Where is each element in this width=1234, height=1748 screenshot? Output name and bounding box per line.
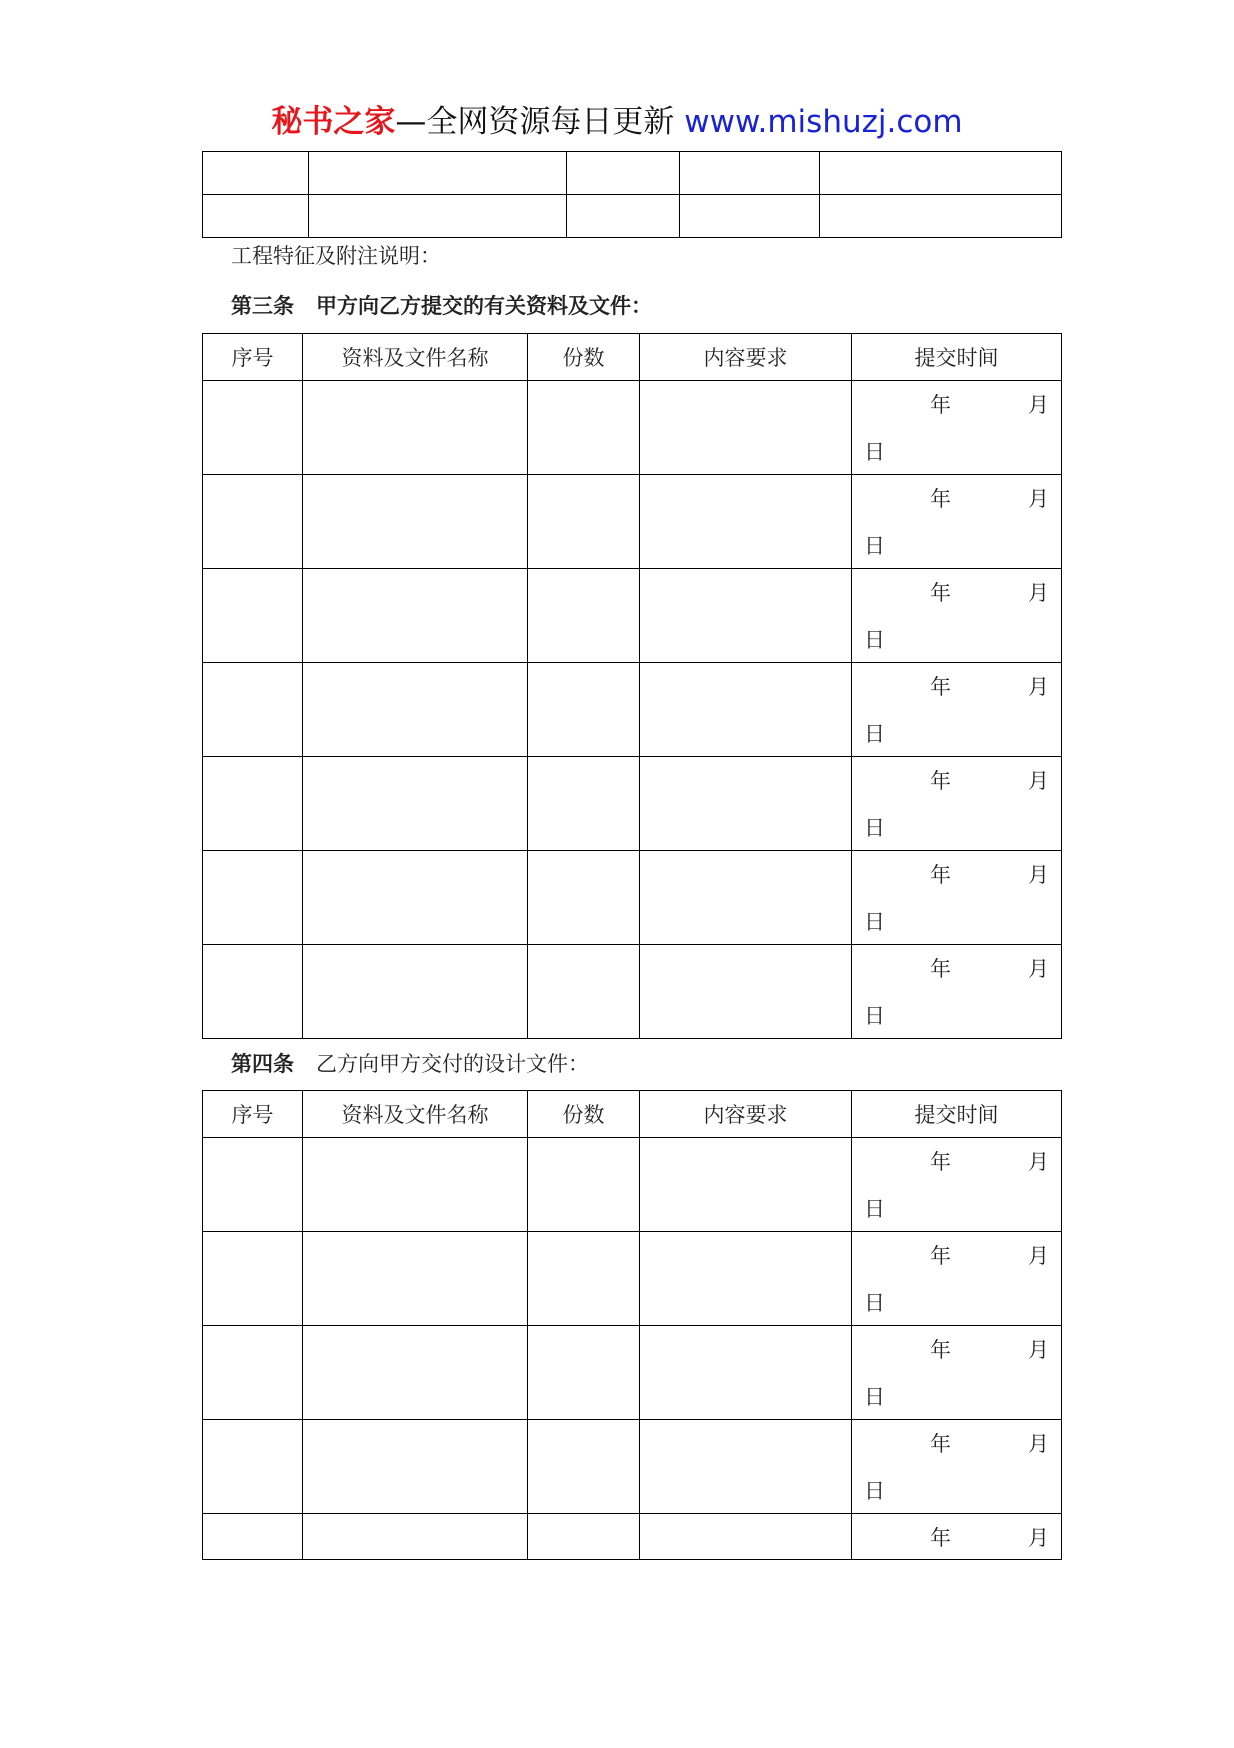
date-cell: 年 月 日 xyxy=(864,863,1049,934)
section4-title: 乙方向甲方交付的设计文件： xyxy=(316,1052,589,1076)
table-header-row xyxy=(203,1091,1062,1138)
header-cell: 内容要求 xyxy=(640,1091,852,1138)
section4-table xyxy=(202,1090,1062,1560)
table-row xyxy=(203,757,1062,851)
table-row: 年 月 xyxy=(203,1514,1062,1560)
table-row xyxy=(203,1326,1062,1420)
header-cell: 提交时间 xyxy=(852,1091,1062,1138)
date-cell: 年 月 日 xyxy=(864,1244,1049,1315)
banner-url[interactable]: www.mishuzj.com xyxy=(684,104,963,140)
table-row xyxy=(203,945,1062,1039)
table-row xyxy=(203,381,1062,475)
table-row xyxy=(203,569,1062,663)
date-cell: 年 月 日 xyxy=(864,769,1049,840)
header-cell: 资料及文件名称 xyxy=(303,1091,528,1138)
table-row xyxy=(203,475,1062,569)
section4-heading xyxy=(231,1049,589,1079)
section3-article: 第三条 xyxy=(231,293,294,318)
table-row xyxy=(203,195,1062,238)
header-cell: 序号 xyxy=(203,334,303,381)
table-row xyxy=(203,1232,1062,1326)
table-row xyxy=(203,152,1062,195)
table-header-row xyxy=(203,334,1062,381)
note-label: 工程特征及附注说明： xyxy=(231,244,441,268)
header-cell: 资料及文件名称 xyxy=(303,334,528,381)
banner-slogan: —全网资源每日更新 xyxy=(395,104,685,140)
header-cell: 份数 xyxy=(528,1091,640,1138)
header-cell: 份数 xyxy=(528,334,640,381)
date-cell: 年 月 日 xyxy=(864,957,1049,1028)
date-cell: 年 月 日 xyxy=(864,393,1049,464)
section3-table xyxy=(202,333,1062,1039)
table-row xyxy=(203,1420,1062,1514)
date-cell: 年 月 日 xyxy=(864,1432,1049,1503)
table-row xyxy=(203,851,1062,945)
header-cell: 提交时间 xyxy=(852,334,1062,381)
date-cell: 年 月 日 xyxy=(864,487,1049,558)
section4-article: 第四条 xyxy=(231,1051,294,1076)
section3-heading xyxy=(231,291,652,321)
table-row xyxy=(203,1138,1062,1232)
header-cell: 内容要求 xyxy=(640,334,852,381)
date-cell: 年 月 日 xyxy=(864,581,1049,652)
table-row xyxy=(203,663,1062,757)
section3-title: 甲方向乙方提交的有关资料及文件： xyxy=(316,293,652,318)
date-cell: 年 月 日 xyxy=(864,675,1049,746)
brand-name: 秘书之家 xyxy=(271,104,396,140)
header-banner xyxy=(0,100,1234,144)
header-cell: 序号 xyxy=(203,1091,303,1138)
project-table xyxy=(202,151,1062,238)
date-cell: 年 月 日 xyxy=(864,1150,1049,1221)
date-cell: 年 月 日 xyxy=(864,1338,1049,1409)
